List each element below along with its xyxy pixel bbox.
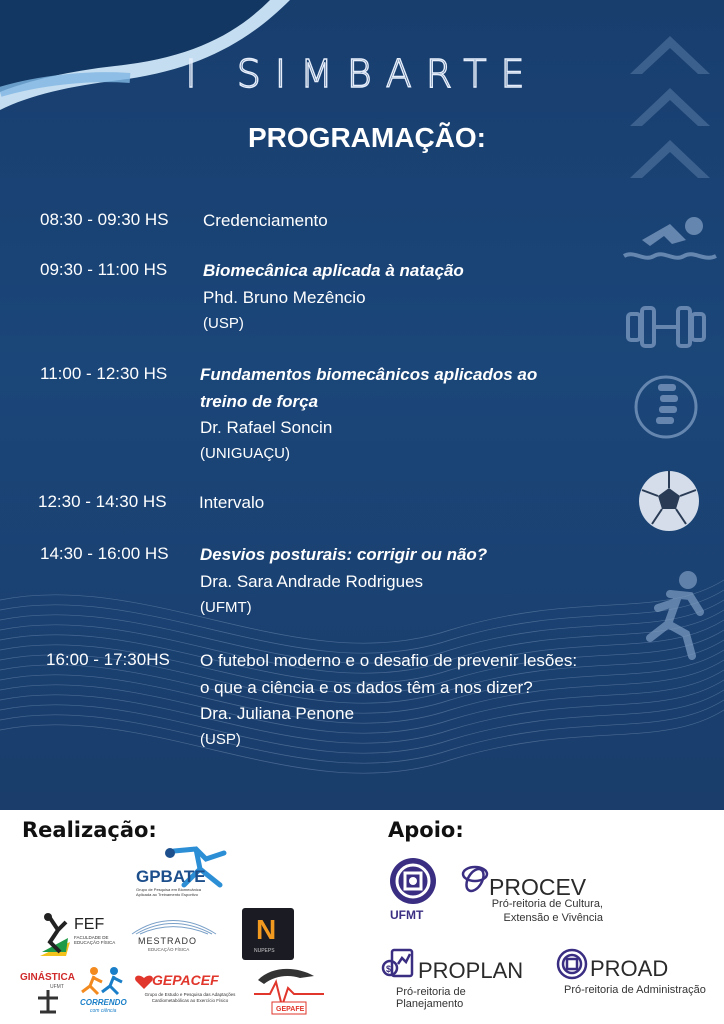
apoio-heading: Apoio:: [388, 818, 464, 842]
speaker-institution: (UNIGUAÇU): [200, 445, 290, 462]
talk-title-line2: o que a ciência e os dados têm a nos dizer?: [200, 678, 533, 697]
proplan-caption: Pró-reitoria de Planejamento: [396, 986, 466, 1010]
procev-name: PROCEV: [489, 874, 587, 900]
gepafe-logo: [252, 962, 326, 1016]
mestrado-caption: EDUCAÇÃO FÍSICA: [148, 947, 190, 952]
svg-text:GEPAFE: GEPAFE: [276, 1006, 305, 1013]
proad-caption: Pró-reitoria de Administração: [564, 984, 706, 996]
gepacef-name: GEPACEF: [152, 972, 219, 988]
event-title: I SIMBARTE: [185, 52, 539, 96]
procev-caption-line1: Pró-reitoria de Cultura,: [491, 898, 603, 910]
speaker-name: Phd. Bruno Mezêncio: [203, 288, 366, 307]
talk-title-line1: O futebol moderno e o desafio de prevenir lesões:: [200, 651, 578, 670]
proad-seal-icon: [556, 948, 588, 980]
speaker-institution: (USP): [200, 731, 241, 748]
proplan-chart-icon: [380, 944, 422, 984]
speaker-name: Dra. Juliana Penone: [200, 704, 355, 723]
ufmt-logo: [388, 856, 438, 922]
spine-icon: [634, 370, 698, 444]
speaker-institution: (USP): [203, 315, 244, 332]
runner-icon: [630, 568, 714, 660]
chevron-up-icon: [630, 132, 710, 180]
gepafe-swimmer-icon: [252, 962, 326, 1016]
program-heading: PROGRAMAÇÃO:: [248, 122, 486, 153]
heart-icon: [134, 974, 154, 990]
speaker-name: Dr. Rafael Soncin: [200, 418, 333, 437]
realizacao-heading: Realização:: [22, 818, 157, 842]
fef-caption: FACULDADE DE EDUCAÇÃO FÍSICA: [74, 935, 116, 945]
proplan-name: PROPLAN: [418, 958, 524, 983]
mestrado-name: MESTRADO: [138, 936, 198, 946]
slot-time: 08:30 - 09:30 HS: [40, 210, 169, 229]
slot-title: Intervalo: [199, 493, 265, 512]
proad-name: PROAD: [590, 956, 669, 981]
talk-title-rest: : corrigir ou não?: [346, 545, 488, 564]
slot-time: 16:00 - 17:30HS: [46, 650, 170, 669]
nupeps-caption: NUPEPS: [254, 948, 275, 954]
fef-name: FEF: [74, 916, 105, 933]
correndo-logo: [78, 966, 130, 1018]
gymnast-icon: [28, 988, 68, 1014]
gpbate-caption: Grupo de Pesquisa em Biomecânica Aplicada ao Treinamento Esportivo: [136, 887, 201, 897]
ufmt-name: UFMT: [390, 908, 424, 922]
swimmer-icon: [620, 210, 720, 270]
chevron-up-icon: [630, 80, 710, 128]
gepacef-caption: Grupo de Estudo e Pesquisa das Adaptações Cardiometabólicas ao Exercício Físico: [144, 992, 236, 1003]
speaker-institution: (UFMT): [200, 599, 252, 616]
svg-text:$: $: [386, 964, 392, 974]
ginastica-logo: [20, 968, 75, 1016]
side-icon-column: [610, 20, 724, 660]
gpbate-name: GPBATE: [136, 867, 206, 886]
mestrado-lines-icon: [128, 914, 220, 936]
mestrado-logo: [128, 914, 220, 956]
speaker-name: Dra. Sara Andrade Rodrigues: [200, 572, 424, 591]
fef-logo: [36, 910, 118, 962]
gepacef-logo: [134, 972, 244, 1020]
slot-time: 09:30 - 11:00 HS: [40, 260, 168, 279]
nupeps-mark: N: [256, 914, 277, 945]
talk-title: [200, 542, 487, 568]
talk-title-line2: treino de força: [200, 392, 319, 411]
correndo-name: CORRENDO: [80, 998, 127, 1007]
gpbate-logo: [134, 845, 239, 900]
talk-title-line1: Fundamentos biomecânicos aplicados ao: [200, 365, 538, 384]
dumbbell-icon: [624, 304, 708, 350]
slot-time: 12:30 - 14:30 HS: [38, 492, 167, 511]
procev-logo: [455, 858, 605, 928]
ginastica-name: GINÁSTICA: [20, 972, 75, 983]
ginastica-caption: UFMT: [50, 984, 64, 990]
slot-time: 14:30 - 16:00 HS: [40, 544, 169, 563]
correndo-runners-icon: [78, 966, 130, 996]
nupeps-logo: [242, 908, 294, 960]
proplan-logo: [380, 944, 530, 1010]
talk-title-emphasis: Desvios posturais: [200, 545, 347, 564]
fef-discus-icon: [36, 912, 70, 960]
chevron-up-icon: [630, 28, 710, 76]
slot-title: Credenciamento: [203, 211, 328, 230]
talk-title: Biomecânica aplicada à natação: [203, 261, 464, 280]
ufmt-seal-icon: [388, 856, 438, 906]
soccer-ball-icon: [636, 468, 702, 534]
procev-caption-line2: Extensão e Vivência: [503, 912, 603, 924]
proad-logo: [556, 948, 720, 1000]
correndo-caption: com ciência: [90, 1008, 117, 1014]
slot-time: 11:00 - 12:30 HS: [40, 364, 168, 383]
